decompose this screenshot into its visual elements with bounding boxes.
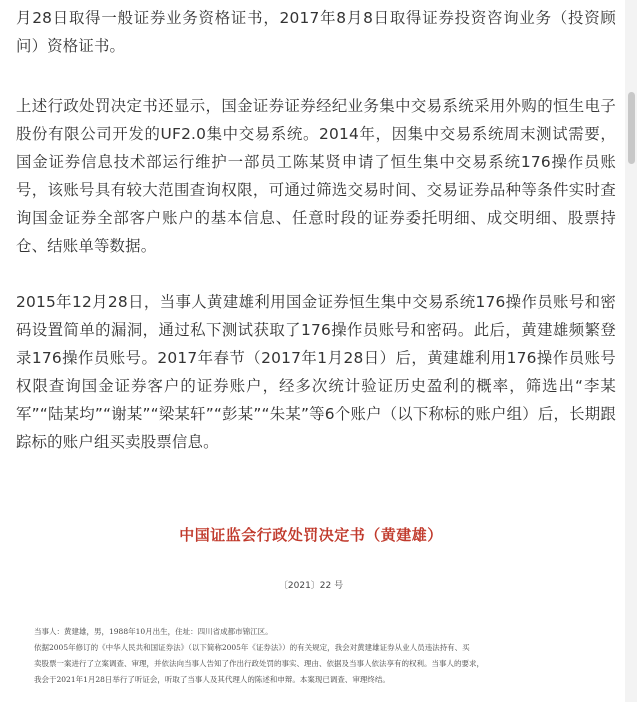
article-paragraph-1: 月28日取得一般证券业务资格证书，2017年8月8日取得证券投资咨询业务（投资顾问）资格证书。 xyxy=(16,9,616,55)
penalty-decision-image xyxy=(26,512,596,702)
vertical-scrollbar[interactable] xyxy=(625,0,637,702)
decision-title: 中国证监会行政处罚决定书（黄建雄） xyxy=(179,526,443,544)
decision-line: 当事人：黄建雄，男，1988年10月出生，住址：四川省成都市锦江区。 xyxy=(34,627,273,636)
article-paragraph-2: 上述行政处罚决定书还显示，国金证券证券经纪业务集中交易系统采用外购的恒生电子股份有限公司开发的UF2.0集中交易系统。2014年，因集中交易系统周末测试需要，国金证券信息技术部运行维护一部员工陈某贤申请了恒生集中交易系统176操作员账号，该账号具有较大范围查询权限，可通过筛选交易时间、交易证券品种等条件实时查询国金证券全部客户账户的基本信息、任意时段的证券委托明细、成交明细、股票持仓、结账单等数据。 xyxy=(16,97,616,255)
decision-line: 卖股票一案进行了立案调查、审理，并依法向当事人告知了作出行政处罚的事实、理由、依据及当事人依法享有的权利。当事人的要求， xyxy=(34,659,484,668)
decision-number: 〔2021〕22 号 xyxy=(278,581,344,591)
scrollbar-thumb[interactable] xyxy=(628,92,635,164)
decision-line: 依据2005年修订的《中华人民共和国证券法》（以下简称2005年《证券法》）的有关规定，我会对黄建雄证券从业人员违法持有、买 xyxy=(34,643,470,652)
article-paragraph-3: 2015年12月28日，当事人黄建雄利用国金证券恒生集中交易系统176操作员账号和密码设置简单的漏洞，通过私下测试获取了176操作员账号和密码。此后，黄建雄频繁登录176操作员账号。2017年春节（2017年1月28日）后，黄建雄利用176操作员账号权限查询国金证券客户的证券账户，经多次统计验证历史盈利的概率，筛选出“李某军”“陆某均”“谢某”“梁某轩”“彭某”“朱某”等6个账户（以下称标的账户组）后，长期跟踪标的账户组买卖股票信息。 xyxy=(16,293,616,451)
decision-body xyxy=(34,624,584,688)
decision-line: 我会于2021年1月28日举行了听证会，听取了当事人及其代理人的陈述和申辩。本案现已调查、审理终结。 xyxy=(34,675,390,684)
